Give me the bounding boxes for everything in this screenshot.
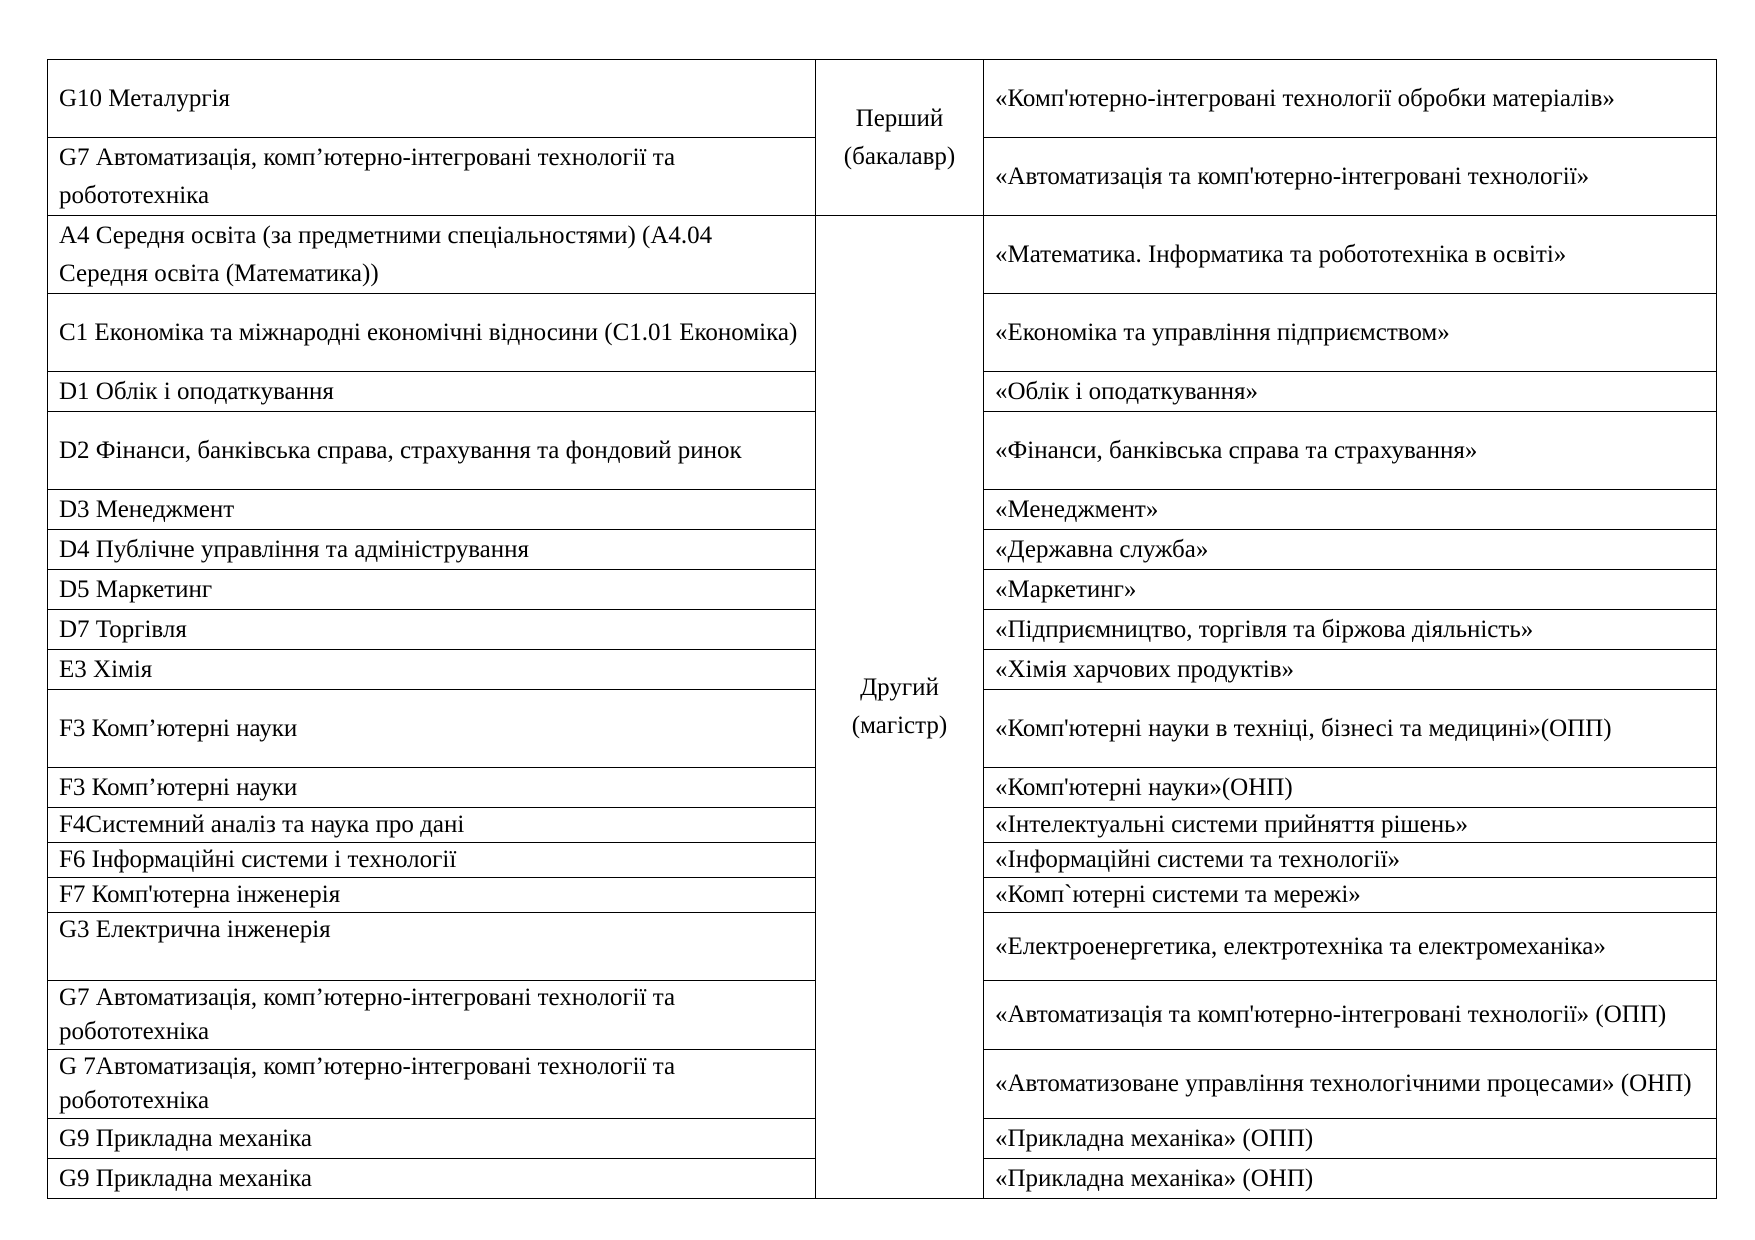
program-cell: «Прикладна механіка» (ОНП) (984, 1159, 1717, 1199)
specialty-cell: E3 Хімія (48, 650, 816, 690)
program-cell: «Прикладна механіка» (ОПП) (984, 1119, 1717, 1159)
program-cell: «Комп'ютерні науки в техніці, бізнесі та медицині»(ОПП) (984, 690, 1717, 768)
specialty-cell: A4 Середня освіта (за предметними спеціальностями) (A4.04 Середня освіта (Математика)) (48, 216, 816, 294)
program-cell: «Комп`ютерні системи та мережі» (984, 878, 1717, 913)
specialty-cell: F6 Інформаційні системи і технології (48, 843, 816, 878)
program-cell: «Інтелектуальні системи прийняття рішень» (984, 808, 1717, 843)
program-cell: «Електроенергетика, електротехніка та електромеханіка» (984, 913, 1717, 981)
program-cell: «Фінанси, банківська справа та страхування» (984, 412, 1717, 490)
program-cell: «Економіка та управління підприємством» (984, 294, 1717, 372)
program-cell: «Автоматизація та комп'ютерно-інтегровані технології» (ОПП) (984, 981, 1717, 1050)
specialty-cell: D7 Торгівля (48, 610, 816, 650)
specialty-cell: D2 Фінанси, банківська справа, страхування та фондовий ринок (48, 412, 816, 490)
table-row (48, 60, 1717, 138)
program-cell: «Маркетинг» (984, 570, 1717, 610)
level-cell-first: Перший (бакалавр) (816, 60, 984, 216)
specialty-cell: G7 Автоматизація, комп’ютерно-інтегровані технології та робототехніка (48, 138, 816, 216)
program-cell: «Облік і оподаткування» (984, 372, 1717, 412)
specialty-cell: G9 Прикладна механіка (48, 1119, 816, 1159)
specialty-cell: F4Системний аналіз та наука про дані (48, 808, 816, 843)
specialty-cell: F7 Комп'ютерна інженерія (48, 878, 816, 913)
programs-table (47, 59, 1717, 1199)
specialty-cell: D1 Облік і оподаткування (48, 372, 816, 412)
program-cell: «Хімія харчових продуктів» (984, 650, 1717, 690)
specialty-cell: F3 Комп’ютерні науки (48, 768, 816, 808)
specialty-cell: G 7Автоматизація, комп’ютерно-інтегровані технології та робототехніка (48, 1050, 816, 1119)
specialty-cell: D4 Публічне управління та адміністрування (48, 530, 816, 570)
program-cell: «Математика. Інформатика та робототехніка в освіті» (984, 216, 1717, 294)
program-cell: «Менеджмент» (984, 490, 1717, 530)
program-cell: «Підприємництво, торгівля та біржова діяльність» (984, 610, 1717, 650)
program-cell: «Автоматизація та комп'ютерно-інтегровані технології» (984, 138, 1717, 216)
program-cell: «Комп'ютерні науки»(ОНП) (984, 768, 1717, 808)
program-cell: «Комп'ютерно-інтегровані технології обробки матеріалів» (984, 60, 1717, 138)
specialty-cell: C1 Економіка та міжнародні економічні відносини (C1.01 Економіка) (48, 294, 816, 372)
specialty-cell: G7 Автоматизація, комп’ютерно-інтегровані технології та робототехніка (48, 981, 816, 1050)
specialty-cell: D5 Маркетинг (48, 570, 816, 610)
program-cell: «Автоматизоване управління технологічними процесами» (ОНП) (984, 1050, 1717, 1119)
specialty-cell: G10 Металургія (48, 60, 816, 138)
program-cell: «Інформаційні системи та технології» (984, 843, 1717, 878)
specialty-cell: G9 Прикладна механіка (48, 1159, 816, 1199)
level-cell-second: Другий (магістр) (816, 216, 984, 1199)
specialty-cell: F3 Комп’ютерні науки (48, 690, 816, 768)
specialty-cell: G3 Електрична інженерія (48, 913, 816, 981)
specialty-cell: D3 Менеджмент (48, 490, 816, 530)
table-row (48, 216, 1717, 294)
program-cell: «Державна служба» (984, 530, 1717, 570)
